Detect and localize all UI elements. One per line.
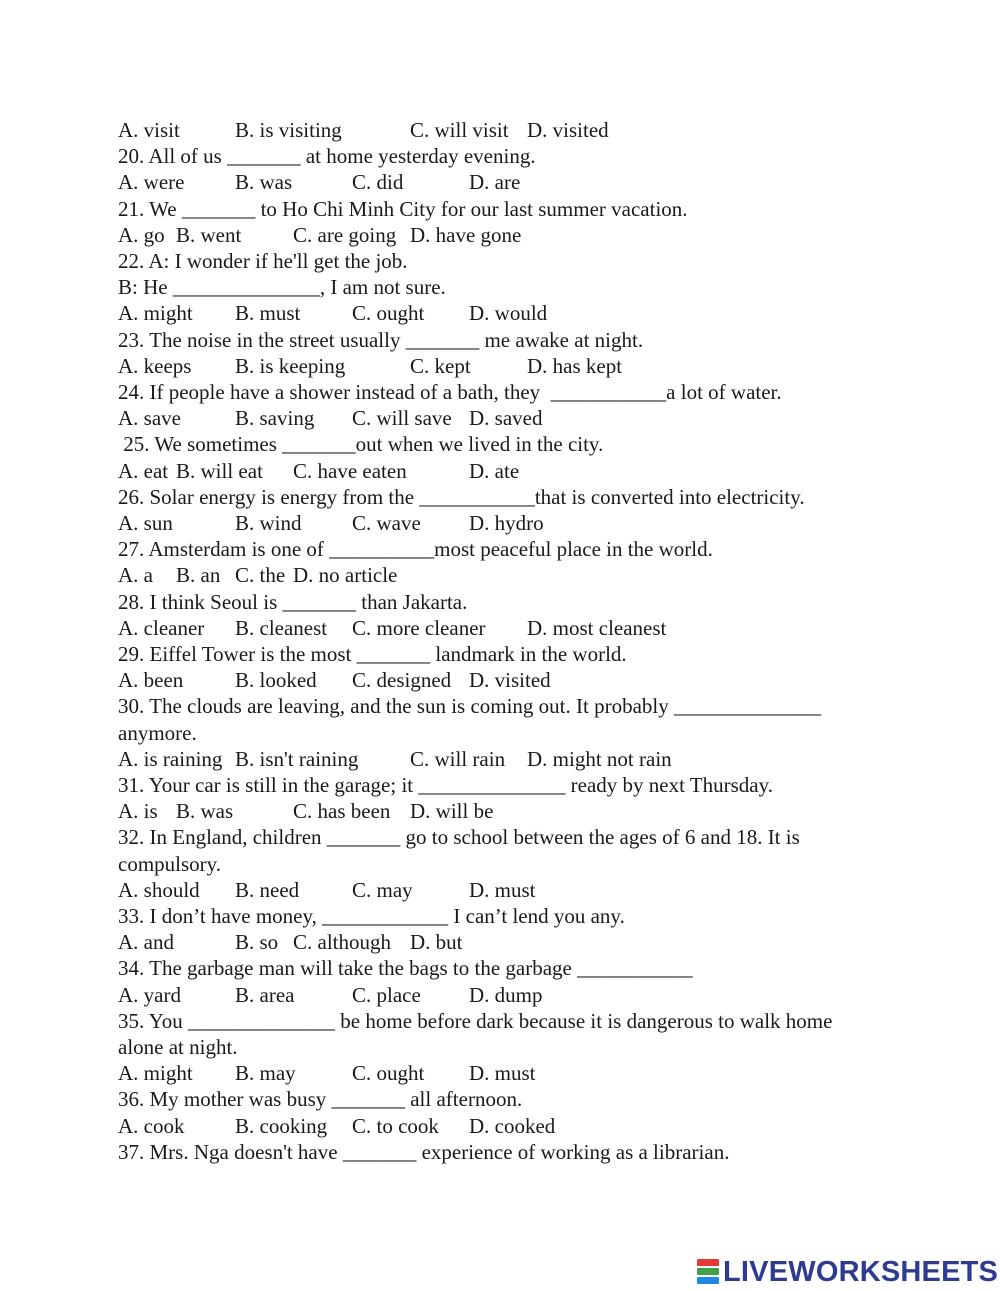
question-text: 36. My mother was busy _______ all afternoon. (118, 1087, 523, 1112)
answer-option: B. was (235, 170, 293, 195)
answer-option: B. cleanest (235, 615, 328, 640)
answer-option: D. ate (469, 458, 520, 483)
question-text: 27. Amsterdam is one of __________most peaceful place in the world. (118, 537, 713, 562)
question-text: 25. We sometimes _______out when we lived in the city. (118, 432, 604, 457)
answer-option: B. is visiting (235, 118, 342, 142)
question-text: 35. You ______________ be home before dark because it is dangerous to walk home (118, 1008, 833, 1033)
answer-option: A. cook (118, 1113, 185, 1138)
question-text: alone at night. (118, 1035, 238, 1059)
liveworksheets-logo-icon (697, 1259, 719, 1285)
question-text: anymore. (118, 720, 197, 745)
answer-options (118, 615, 888, 641)
answer-option: B. cooking (235, 1113, 328, 1138)
answer-options (118, 562, 888, 588)
answer-options (118, 222, 888, 248)
answer-option: A. eat (118, 458, 169, 483)
answer-option: D. visited (469, 668, 551, 693)
answer-option: D. most cleanest (527, 615, 667, 640)
answer-option: D. dump (469, 982, 543, 1007)
question-text: 29. Eiffel Tower is the most _______ landmark in the world. (118, 642, 627, 666)
answer-option: A. is (118, 799, 158, 824)
answer-option: A. yard (118, 982, 181, 1007)
answer-option: A. sun (118, 511, 173, 535)
answer-option: A. might (118, 301, 193, 326)
answer-options (118, 667, 888, 693)
answer-option: D. might not rain (527, 746, 672, 771)
answer-option: B. so (235, 930, 279, 955)
answer-option: B. an (176, 563, 221, 588)
answer-option: D. have gone (410, 222, 522, 247)
answer-option: A. save (118, 406, 181, 431)
answer-option: B. went (176, 222, 242, 247)
answer-option: D. no article (293, 563, 398, 588)
question-text: 37. Mrs. Nga doesn't have _______ experience of working as a librarian. (118, 1139, 730, 1164)
question-text: 28. I think Seoul is _______ than Jakarta. (118, 589, 468, 614)
question-text: 21. We _______ to Ho Chi Minh City for our last summer vacation. (118, 196, 688, 221)
answer-options (118, 117, 888, 143)
answer-option: D. has kept (527, 353, 623, 378)
answer-option: A. is raining (118, 746, 223, 771)
answer-options (118, 458, 888, 484)
answer-option: A. a (118, 563, 153, 588)
answer-options (118, 877, 888, 903)
answer-option: A. visit (118, 118, 180, 142)
liveworksheets-logo (697, 1255, 998, 1289)
question-text: 30. The clouds are leaving, and the sun is coming out. It probably ______________ (118, 694, 821, 719)
answer-option: D. saved (469, 406, 543, 431)
answer-option: D. would (469, 301, 548, 326)
answer-option: D. must (469, 1061, 536, 1086)
answer-option: C. place (352, 982, 421, 1007)
answer-option: B. wind (235, 511, 302, 535)
answer-option: D. are (469, 170, 521, 195)
answer-option: B. may (235, 1061, 296, 1086)
answer-option: B. saving (235, 406, 315, 431)
answer-option: C. will visit (410, 118, 509, 142)
answer-options (118, 300, 888, 326)
answer-option: C. has been (293, 799, 391, 824)
answer-option: C. are going (293, 222, 397, 247)
answer-option: A. cleaner (118, 615, 205, 640)
answer-option: C. ought (352, 301, 425, 326)
answer-option: C. although (293, 930, 391, 955)
question-text: 34. The garbage man will take the bags to the garbage ___________ (118, 956, 693, 981)
answer-option: B. is keeping (235, 353, 346, 378)
answer-option: B. will eat (176, 458, 263, 483)
answer-option: A. keeps (118, 353, 192, 378)
answer-option: D. visited (527, 118, 609, 142)
answer-options (118, 798, 888, 824)
answer-option: A. go (118, 222, 165, 247)
answer-option: C. wave (352, 511, 421, 535)
answer-option: A. might (118, 1061, 193, 1086)
answer-options (118, 405, 888, 431)
answer-option: D. hydro (469, 511, 544, 535)
question-text: 24. If people have a shower instead of a bath, they ___________a lot of water. (118, 380, 782, 404)
question-text: compulsory. (118, 851, 222, 876)
answer-options (118, 1113, 888, 1139)
answer-options (118, 746, 888, 772)
answer-options (118, 929, 888, 955)
answer-option: C. ought (352, 1061, 425, 1086)
answer-option: C. kept (410, 353, 471, 378)
answer-options (118, 1060, 888, 1086)
answer-option: B. must (235, 301, 301, 326)
answer-option: C. will rain (410, 746, 506, 771)
answer-option: A. and (118, 930, 174, 955)
answer-option: A. been (118, 668, 184, 693)
answer-option: B. need (235, 877, 300, 902)
answer-option: C. may (352, 877, 413, 902)
question-text: 20. All of us _______ at home yesterday evening. (118, 144, 536, 169)
answer-options (118, 982, 888, 1008)
question-text: 22. A: I wonder if he'll get the job. (118, 249, 408, 273)
answer-option: C. more cleaner (352, 615, 486, 640)
answer-option: A. should (118, 877, 200, 902)
answer-option: D. but (410, 930, 463, 955)
answer-option: B. looked (235, 668, 317, 693)
question-text: 23. The noise in the street usually _______ me awake at night. (118, 327, 644, 352)
answer-options (118, 169, 888, 195)
answer-option: B. isn't raining (235, 746, 359, 771)
answer-option: B. was (176, 799, 234, 824)
answer-option: D. must (469, 877, 536, 902)
answer-option: A. were (118, 170, 185, 195)
question-text: 26. Solar energy is energy from the ___________that is converted into electricity. (118, 484, 805, 509)
answer-option: C. did (352, 170, 404, 195)
answer-options (118, 510, 888, 536)
answer-options (118, 353, 888, 379)
logo-text: LIVEWORKSHEETS (723, 1255, 999, 1288)
answer-option: C. to cook (352, 1113, 439, 1138)
answer-option: C. will save (352, 406, 452, 431)
answer-option: C. have eaten (293, 458, 407, 483)
question-text: 31. Your car is still in the garage; it ______________ ready by next Thursday. (118, 773, 773, 797)
question-text: B: He ______________, I am not sure. (118, 275, 446, 300)
question-text: 33. I don’t have money, ____________ I can’t lend you any. (118, 904, 625, 928)
answer-option: D. cooked (469, 1113, 556, 1138)
question-text: 32. In England, children _______ go to school between the ages of 6 and 18. It is (118, 825, 800, 850)
answer-option: D. will be (410, 799, 494, 824)
answer-option: C. the (235, 563, 286, 588)
answer-option: C. designed (352, 668, 452, 693)
answer-option: B. area (235, 982, 295, 1007)
